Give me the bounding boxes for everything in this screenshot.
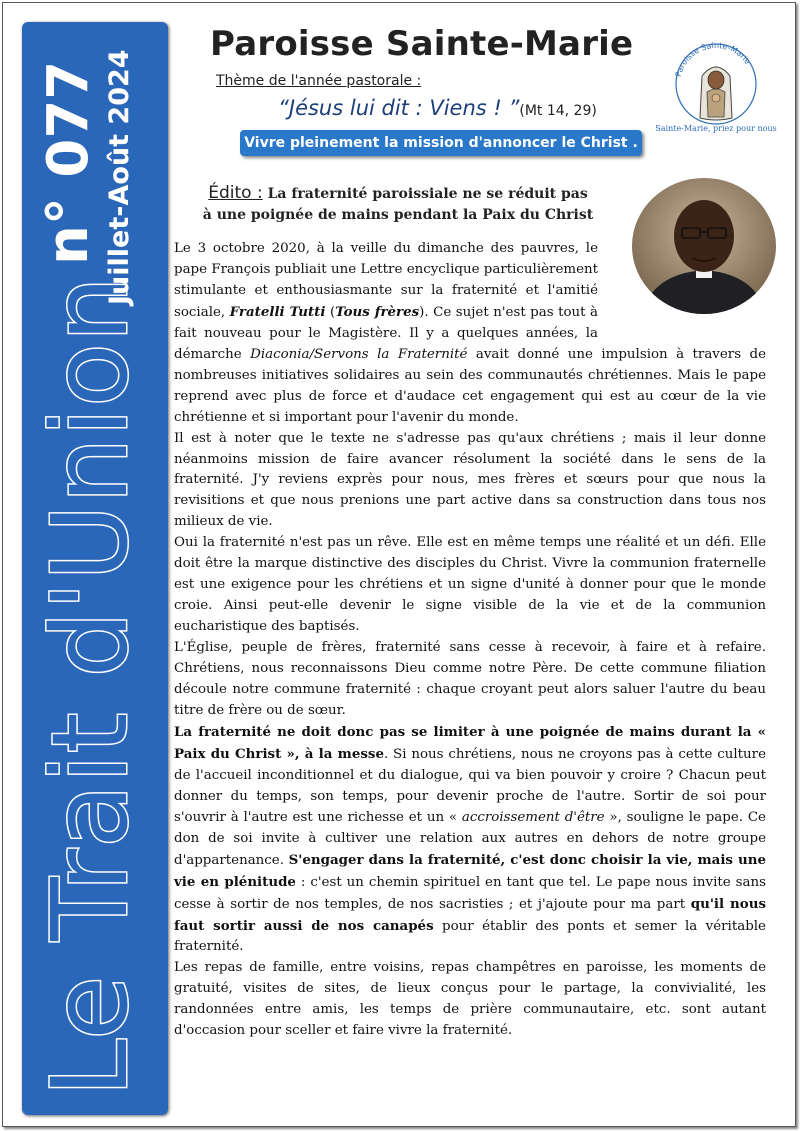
newsletter-title: Le Trait d'Union <box>29 275 151 1097</box>
paragraph-5 <box>174 722 766 958</box>
p5-text-f: : c'est un chemin spirituel en tant que tel. Le pape nous invite sans cesse à sortir de nos temples, de nos sacristies ; et j'ajoute pour ma part <box>174 874 766 912</box>
theme-quote <box>278 96 597 120</box>
p5-bold-a: La fraternité ne doit donc pas se limiter à une poignée de mains durant la « Paix du Christ », à la messe <box>174 723 766 762</box>
p1-text-c: ( <box>325 304 336 320</box>
paragraph-2: Il est à noter que le texte ne s'adresse pas qu'aux chrétiens ; mais il leur donne néanmoins mission de faire avancer résolument la société dans le sens de la fraternité. J'y reviens exprès pour nous, mes frères et sœurs pour que nous la revisitions et que nous prenions une part active dans sa construction dans tous nos milieux de vie. <box>174 430 766 530</box>
edito-body <box>174 239 766 1042</box>
p5-text-h: pour établir des ponts et semer la véritable fraternité. <box>174 918 766 955</box>
edito-heading <box>178 183 618 226</box>
mission-banner: Vivre pleinement la mission d'annoncer le Christ . <box>240 130 642 156</box>
p1-text-a: Le 3 octobre 2020, à la veille du dimanche des pauvres, le pape François publiait une Lettre encyclique particulièrement stimulante et enthousiasmante sur la fraternité et l'amitié sociale, <box>174 241 598 320</box>
p1-text-g: avait donné une impulsion à travers de nombreuses initiatives solidaires au sein des communautés chrétiennes. Mais le pape reprend avec plus de force et d'audace cet engagement qui est au cœur de la vie chrétienne et si important pour l'avenir du monde. <box>174 346 767 425</box>
logo-arc-text: Paroisse Sainte-Marie <box>673 40 753 78</box>
encyclical-translation: Tous frères <box>335 303 420 320</box>
paragraph-4: L'Église, peuple de frères, fraternité sans cesse à recevoir, à faire et à refaire. Chrétiens, nous reconnaissons Dieu comme notre Père. De cette commune filiation découle notre commune fraternité : chaque croyant peut alors saluer l'autre du beau titre de frère ou de sœur. <box>174 640 766 718</box>
p5-bold-g: qu'il nous faut sortir aussi de nos canapés <box>174 895 766 934</box>
edito-label: Édito : <box>208 183 263 203</box>
edito-title-line2: à une poignée de mains pendant la Paix du Christ <box>202 207 594 223</box>
diaconia-name: Diaconia/Servons la Fraternité <box>250 346 468 362</box>
quote-text: “Jésus lui dit : Viens ! ” <box>278 96 520 120</box>
paragraph-3: Oui la fraternité n'est pas un rêve. Elle est en même temps une réalité et un défi. Elle doit être la marque distinctive des disciples du Christ. Vivre la communion fraternelle est une exigence pour les chrétiens et un signe d'unité à donner pour que le monde croie. Ainsi peut-elle devenir le signe visible de la vie et de la communion eucharistique des baptisés. <box>174 535 766 635</box>
logo-caption: Sainte-Marie, priez pour nous <box>655 124 777 133</box>
parish-title: Paroisse Sainte-Marie <box>210 24 634 64</box>
theme-label: Thème de l'année pastorale : <box>216 73 422 89</box>
p5-text-d: », souligne le pape. Ce don de soi invite à cultiver une relation aux autres en dehors de notre groupe d'appartenance. <box>174 809 766 868</box>
edito-title-line1: La fraternité paroissiale ne se réduit pas <box>267 186 588 202</box>
quote-reference: (Mt 14, 29) <box>519 103 597 119</box>
sidebar-rotated-text <box>22 22 168 1115</box>
p1-text-e: ). Ce sujet n'est pas tout à fait nouveau pour le Magistère. Il y a quelques années, la démarche <box>174 304 599 362</box>
p5-text-b: . Si nous chrétiens, nous ne croyons pas à cette culture de l'accueil inconditionnel et du dialogue, qui va bien pouvoir y croire ? Chacun peut donner du temps, son temps, pour devenir proche de l'autre. Sortir de soi pour s'ouvrir à l'autre est une richesse et un « <box>174 746 766 825</box>
encyclical-title: Fratelli Tutti <box>229 303 326 320</box>
p5-bold-e: S'engager dans la fraternité, c'est donc choisir la vie, mais une vie en plénitude <box>174 851 766 890</box>
sidebar-band <box>22 22 168 1115</box>
issue-date: Juillet-Août 2024 <box>104 49 135 305</box>
issue-number: n° 077 <box>36 60 101 265</box>
photo-text-wrap <box>598 239 766 333</box>
p5-italic-c: accroissement d'être <box>461 809 605 825</box>
paragraph-6: Les repas de famille, entre voisins, repas champêtres en paroisse, les moments de gratuité, visites de sites, de lieux conçus pour le partage, la convivialité, les randonnées entre amis, les temps de prière communautaire, etc. sont autant d'occasion pour sceller et faire vivre la fraternité. <box>174 960 766 1039</box>
